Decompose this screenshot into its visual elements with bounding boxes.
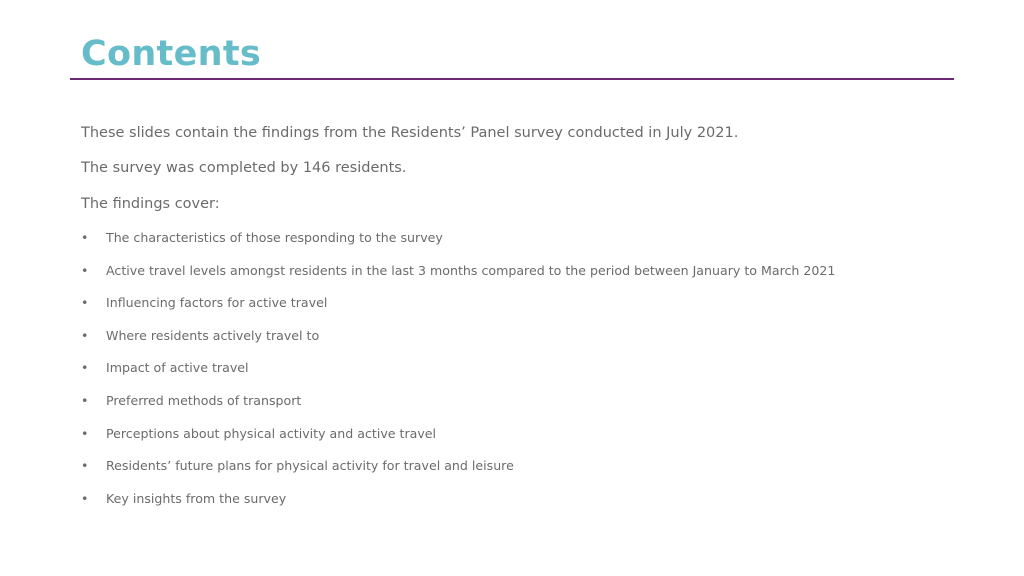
- respondents-paragraph: The survey was completed by 146 residents.: [81, 160, 407, 176]
- findings-lead-paragraph: The findings cover:: [81, 196, 220, 212]
- bullet-text: Key insights from the survey: [106, 490, 287, 506]
- title-divider: [70, 78, 954, 80]
- bullet-icon: •: [81, 327, 89, 343]
- bullet-text: Impact of active travel: [106, 360, 249, 376]
- bullet-text: Where residents actively travel to: [106, 327, 320, 343]
- bullet-text: Active travel levels amongst residents in the last 3 months compared to the period between January to March 2021: [106, 262, 836, 278]
- bullet-icon: •: [81, 295, 89, 311]
- bullet-icon: •: [81, 392, 89, 408]
- bullet-text: Residents’ future plans for physical activity for travel and leisure: [106, 458, 514, 474]
- bullet-icon: •: [81, 360, 89, 376]
- bullet-icon: •: [81, 262, 89, 278]
- bullet-icon: •: [81, 230, 89, 245]
- intro-paragraph: These slides contain the findings from the Residents’ Panel survey conducted in July 2021.: [81, 125, 739, 141]
- bullet-text: Influencing factors for active travel: [106, 295, 328, 311]
- bullet-icon: •: [81, 490, 89, 506]
- bullet-text: Preferred methods of transport: [106, 392, 302, 408]
- bullet-icon: •: [81, 425, 89, 441]
- bullet-text: The characteristics of those responding to the survey: [106, 230, 443, 245]
- slide-title: Contents: [81, 34, 261, 74]
- bullet-text: Perceptions about physical activity and active travel: [106, 425, 437, 441]
- bullet-icon: •: [81, 458, 89, 474]
